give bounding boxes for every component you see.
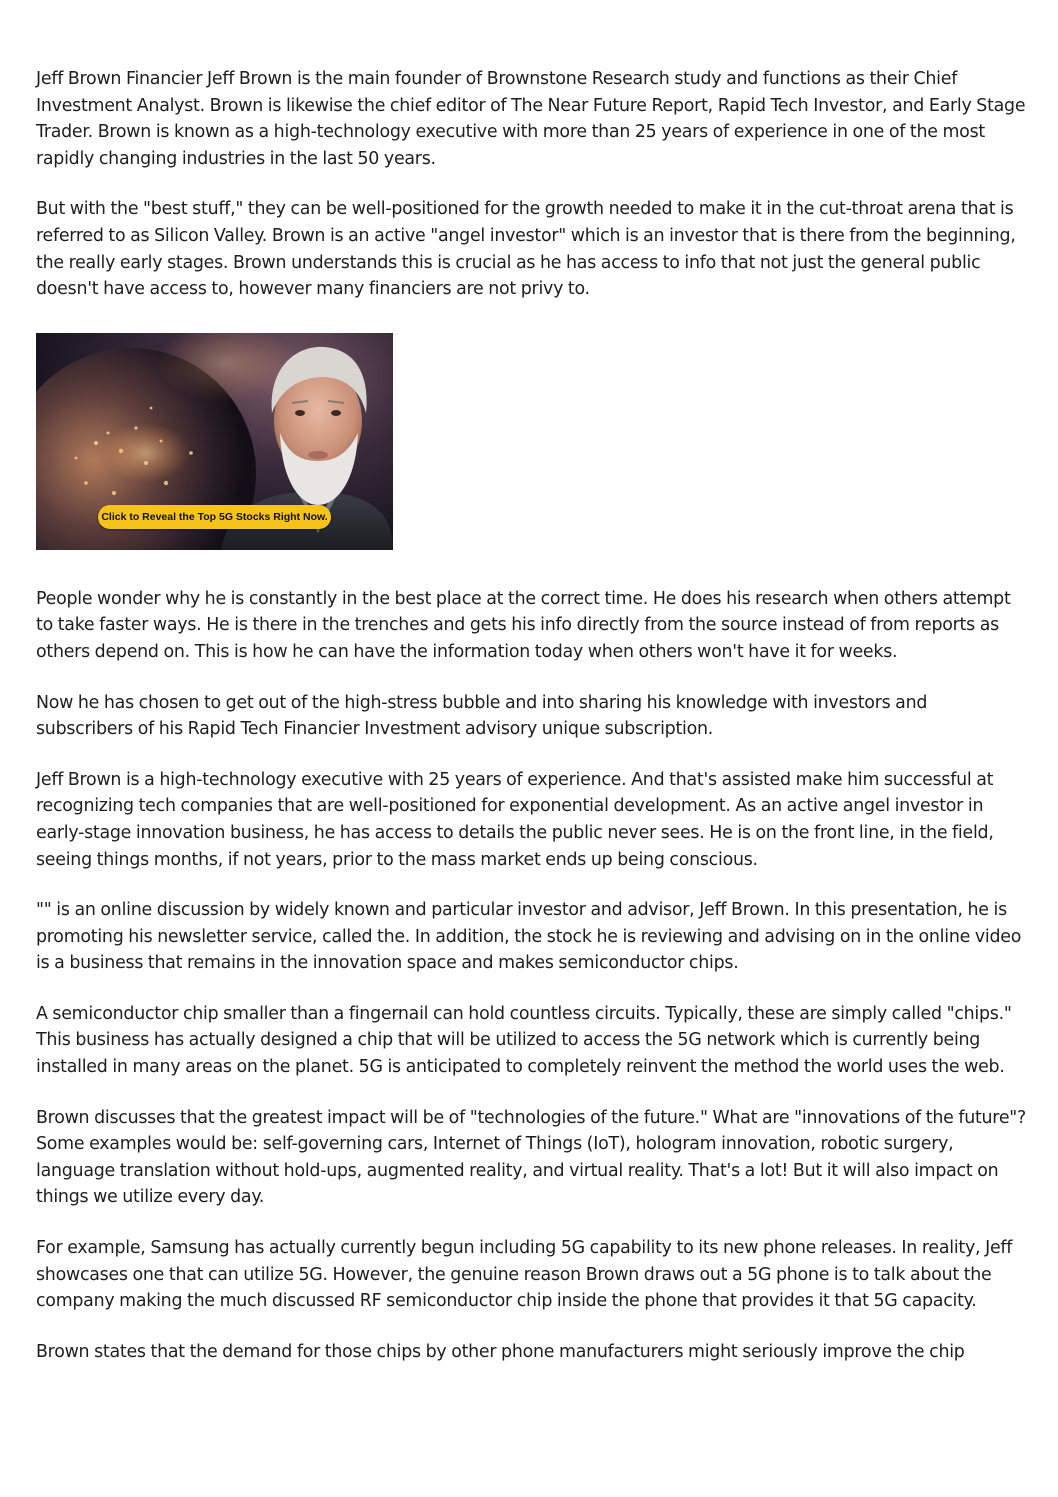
paragraph-9: For example, Samsung has actually currently begun including 5G capability to its new phone releases. In reality, Jeff showcases one that can utilize 5G. However, the genuine reason Brown draws out a 5G phone is to talk about the company making the much discussed RF semiconductor chip inside the phone that provides it that 5G capacity. bbox=[36, 1238, 1013, 1312]
paragraph-8: Brown discusses that the greatest impact will be of "technologies of the future." What are "innovations of the future"? Some examples would be: self-governing cars, Internet of Things (IoT), hologram innovation, robotic surgery, language translation without hold-ups, augmented reality, and virtual reality. That's a lot! But it will also impact on things we utilize every day. bbox=[36, 1107, 1026, 1208]
paragraph-1: Jeff Brown Financier Jeff Brown is the main founder of Brownstone Research study and functions as their Chief Investment Analyst. Brown is likewise the chief editor of The Near Future Report, Rapid Tech Investor, and Early Stage Trader. Brown is known as a high-technology executive with more than 25 years of experience in one of the most rapidly changing industries in the last 50 years. bbox=[36, 69, 1026, 169]
paragraph-7: A semiconductor chip smaller than a fingernail can hold countless circuits. Typically, these are simply called "chips." This business has actually designed a chip that will be utilized to access the 5G network which is currently being installed in many areas on the planet. 5G is anticipated to completely reinvent the method the world uses the web. bbox=[36, 1003, 1012, 1078]
paragraph-10: Brown states that the demand for those chips by other phone manufacturers might seriously improve the chip bbox=[36, 1341, 965, 1362]
paragraph-3: People wonder why he is constantly in the best place at the correct time. He does his research when others attempt to take faster ways. He is there in the trenches and gets his info directly from the source instead of from reports as others depend on. This is how he can have the information today when others won't have it for weeks. bbox=[36, 588, 1011, 662]
paragraph-5: Jeff Brown is a high-technology executive with 25 years of experience. And that's assisted make him successful at recognizing tech companies that are well-positioned for exponential development. As an active angel investor in early-stage innovation business, he has access to details the public never sees. He is on the front line, in the field, seeing things months, if not years, prior to the mass market ends up being conscious. bbox=[36, 769, 994, 870]
promo-video-thumbnail[interactable] bbox=[36, 333, 393, 550]
reveal-stocks-button[interactable]: Click to Reveal the Top 5G Stocks Right Now. bbox=[98, 505, 331, 529]
paragraph-6: "" is an online discussion by widely known and particular investor and advisor, Jeff Brown. In this presentation, he is promoting his newsletter service, called the. In addition, the stock he is reviewing and advising on in the online video is a business that remains in the innovation space and makes semiconductor chips. bbox=[36, 900, 1022, 974]
article-body bbox=[36, 66, 1026, 1365]
paragraph-4: Now he has chosen to get out of the high-stress bubble and into sharing his knowledge with investors and subscribers of his Rapid Tech Financier Investment advisory unique subscription. bbox=[36, 692, 928, 740]
paragraph-2: But with the "best stuff," they can be well-positioned for the growth needed to make it in the cut-throat arena that is referred to as Silicon Valley. Brown is an active "angel investor" which is an investor that is there from the beginning, the really early stages. Brown understands this is crucial as he has access to info that not just the general public doesn't have access to, however many financiers are not privy to. bbox=[36, 199, 1016, 300]
